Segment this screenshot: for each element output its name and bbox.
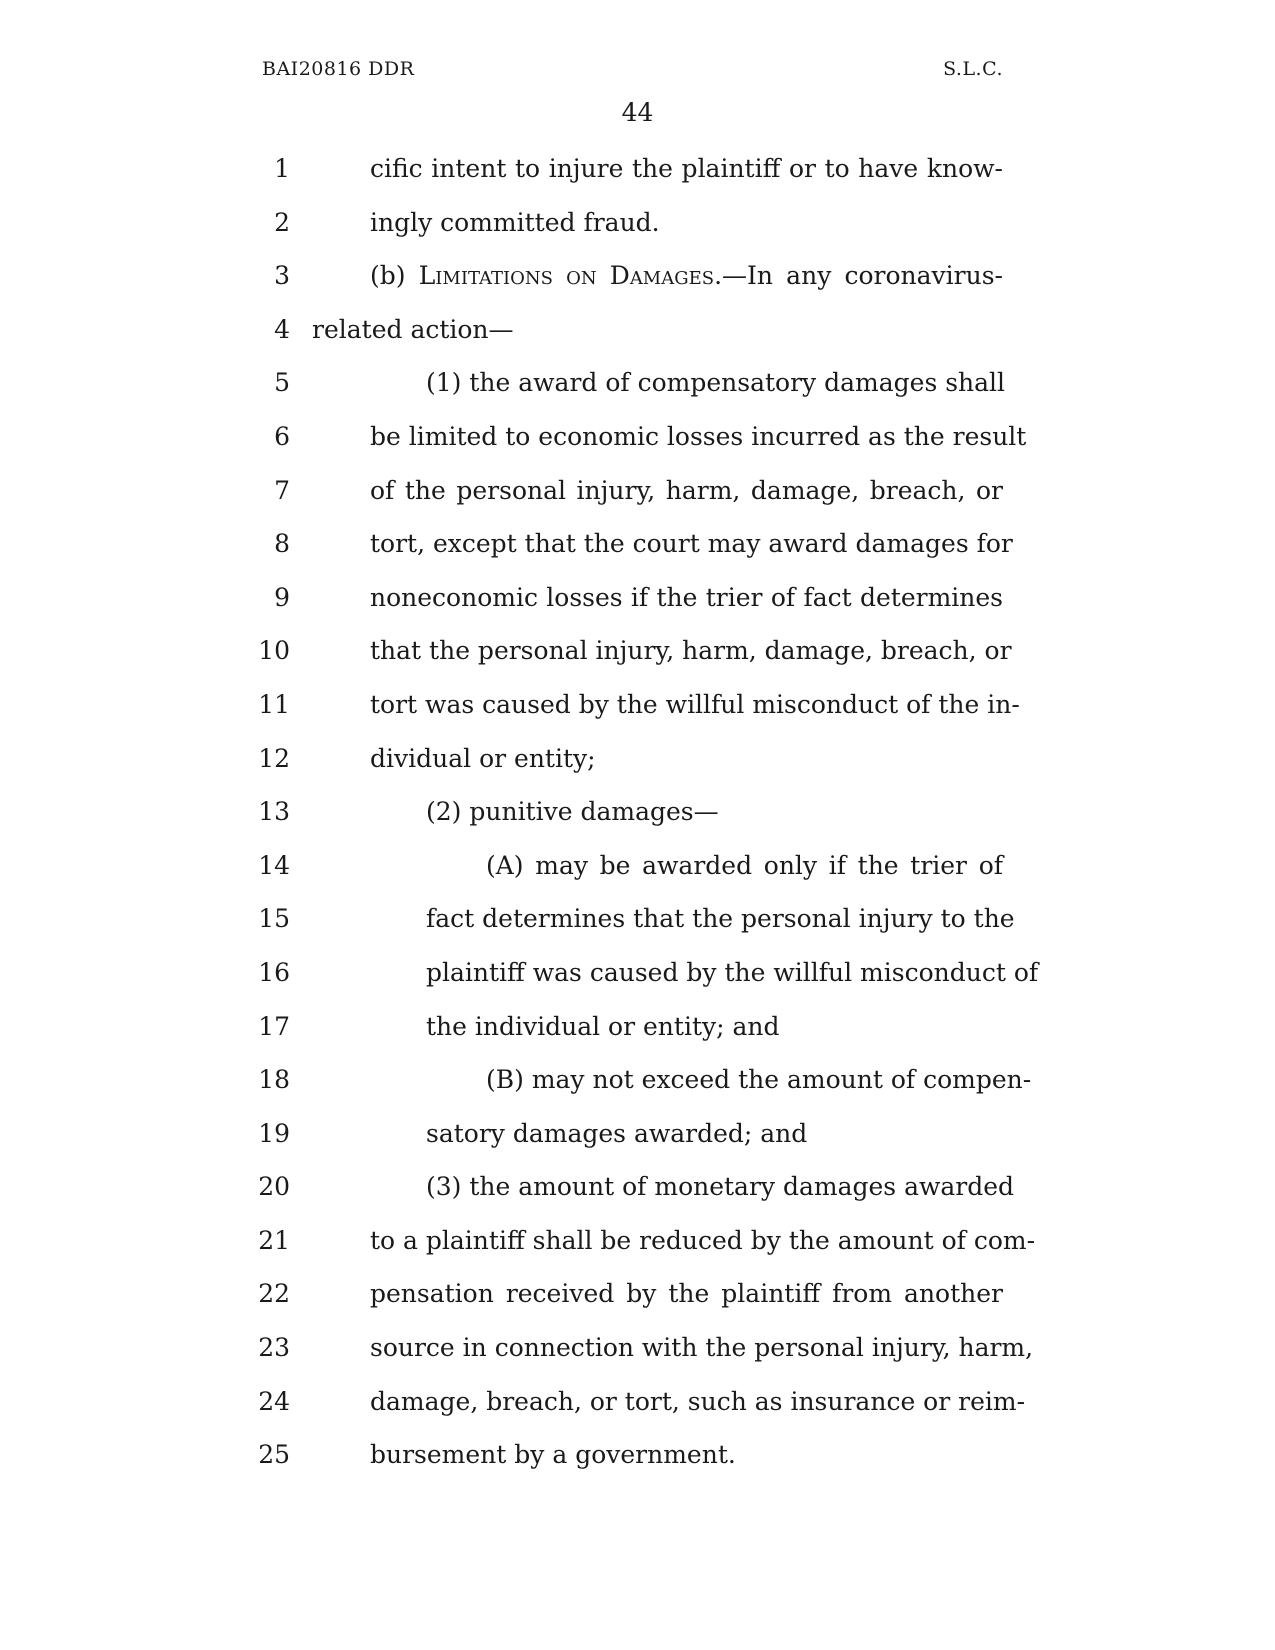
line-number: 14 xyxy=(258,850,290,880)
line-text: tort was caused by the willful misconduct of the in- xyxy=(370,689,1020,719)
line-13 xyxy=(0,785,1275,839)
line-23 xyxy=(0,1321,1275,1375)
line-text: that the personal injury, harm, damage, breach, or xyxy=(370,636,1012,666)
line-19 xyxy=(0,1107,1275,1161)
subsection-designator: (b) xyxy=(370,261,419,291)
line-16 xyxy=(0,946,1275,1000)
line-text: (B) may not exceed the amount of compen- xyxy=(486,1065,1032,1095)
line-text: be limited to economic losses incurred as the result xyxy=(370,421,1027,451)
line-6 xyxy=(0,410,1275,464)
line-number: 3 xyxy=(274,261,290,291)
line-text: fact determines that the personal injury to the xyxy=(426,904,1015,934)
line-20 xyxy=(0,1160,1275,1214)
line-text: source in connection with the personal injury, harm, xyxy=(370,1333,1034,1363)
line-text: the individual or entity; and xyxy=(426,1011,780,1041)
line-number: 18 xyxy=(258,1065,290,1095)
line-number: 6 xyxy=(274,421,290,451)
line-text: (A) may be awarded only if the trier of xyxy=(486,850,1003,880)
document-id: BAI20816 DDR xyxy=(262,58,415,80)
line-number: 15 xyxy=(258,904,290,934)
line-number: 19 xyxy=(258,1118,290,1148)
line-text: satory damages awarded; and xyxy=(426,1118,808,1148)
line-number: 25 xyxy=(258,1440,290,1470)
line-5 xyxy=(0,356,1275,410)
line-number: 22 xyxy=(258,1279,290,1309)
line-14 xyxy=(0,839,1275,893)
line-text: noneconomic losses if the trier of fact determines xyxy=(370,582,1003,612)
line-text: dividual or entity; xyxy=(370,743,596,773)
line-text: plaintiff was caused by the willful misconduct of xyxy=(426,957,1039,987)
line-number: 9 xyxy=(274,582,290,612)
line-number: 20 xyxy=(258,1172,290,1202)
subsection-text: .—In any coronavirus- xyxy=(714,261,1003,291)
line-number: 10 xyxy=(258,636,290,666)
line-12 xyxy=(0,732,1275,786)
line-text: (3) the amount of monetary damages awarded xyxy=(426,1172,1015,1202)
office-code: S.L.C. xyxy=(943,58,1003,80)
line-number: 1 xyxy=(274,154,290,183)
line-number: 13 xyxy=(258,797,290,827)
line-number: 7 xyxy=(274,475,290,505)
line-text: cific intent to injure the plaintiff or to have know- xyxy=(370,154,1003,183)
subsection-heading: Limitations on Damages xyxy=(418,261,715,291)
line-text: to a plaintiff shall be reduced by the amount of com- xyxy=(370,1225,1036,1255)
line-15 xyxy=(0,892,1275,946)
line-number: 16 xyxy=(258,957,290,987)
line-text: (2) punitive damages— xyxy=(426,797,719,827)
line-21 xyxy=(0,1214,1275,1268)
line-text: related action— xyxy=(312,314,514,344)
line-2 xyxy=(0,196,1275,250)
line-11 xyxy=(0,678,1275,732)
line-text: of the personal injury, harm, damage, breach, or xyxy=(370,475,1003,505)
bill-text xyxy=(0,142,1275,1482)
line-number: 5 xyxy=(274,368,290,398)
line-number: 4 xyxy=(274,314,290,344)
line-18 xyxy=(0,1053,1275,1107)
line-number: 11 xyxy=(258,689,290,719)
line-text: pensation received by the plaintiff from another xyxy=(370,1279,1003,1309)
line-number: 12 xyxy=(258,743,290,773)
line-8 xyxy=(0,517,1275,571)
line-25 xyxy=(0,1428,1275,1482)
line-17 xyxy=(0,1000,1275,1054)
page-number: 44 xyxy=(621,98,654,127)
line-24 xyxy=(0,1375,1275,1429)
line-number: 2 xyxy=(274,207,290,237)
line-number: 24 xyxy=(258,1386,290,1416)
line-1 xyxy=(0,142,1275,196)
line-10 xyxy=(0,624,1275,678)
line-4 xyxy=(0,303,1275,357)
line-22 xyxy=(0,1267,1275,1321)
line-number: 8 xyxy=(274,529,290,559)
line-number: 23 xyxy=(258,1333,290,1363)
line-number: 21 xyxy=(258,1225,290,1255)
line-text: tort, except that the court may award damages for xyxy=(370,529,1013,559)
line-text: bursement by a government. xyxy=(370,1440,736,1470)
line-7 xyxy=(0,464,1275,518)
line-3 xyxy=(0,249,1275,303)
line-number: 17 xyxy=(258,1011,290,1041)
line-text: damage, breach, or tort, such as insurance or reim- xyxy=(370,1386,1026,1416)
line-9 xyxy=(0,571,1275,625)
line-text xyxy=(370,249,1003,303)
line-text: ingly committed fraud. xyxy=(370,207,660,237)
line-text: (1) the award of compensatory damages shall xyxy=(426,368,1006,398)
